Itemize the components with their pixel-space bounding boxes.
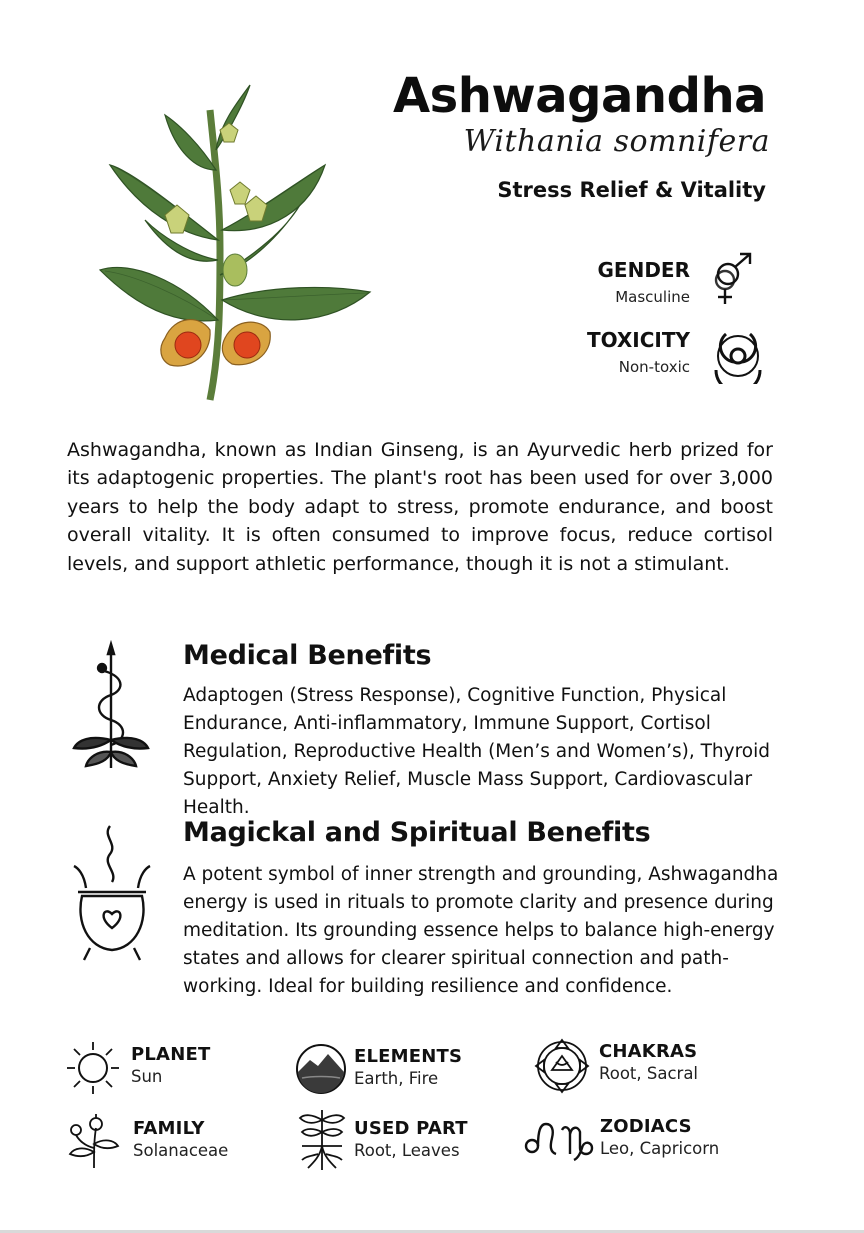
toxicity-label: TOXICITY <box>586 328 690 352</box>
planet-value: Sun <box>131 1067 163 1086</box>
plant-description: Ashwagandha, known as Indian Ginseng, is an Ayurvedic herb prized for its adaptogenic properties. The plant's root has been used for over 3,000 years to help the body adapt to stress, promote endurance, and boost overall vitality. It is often consumed to improve focus, reduce cortisol levels, and support athletic performance, though it is not a stimulant. <box>67 439 773 575</box>
family-label: FAMILY <box>133 1118 205 1139</box>
chakras-property <box>599 1041 698 1083</box>
zodiacs-property <box>600 1116 719 1158</box>
gender-label: GENDER <box>597 258 690 282</box>
medical-benefits-body: Adaptogen (Stress Response), Cognitive Function, Physical Endurance, Anti-inflammatory, Immune Support, Cortisol Regulation, Reproductive Health (Men’s and Women’s), Thyroid Support, Anxiety Relief, Muscle Mass Support, Cardiovascular Health. <box>183 685 770 818</box>
latin-name: Withania somnifera <box>463 124 770 159</box>
magickal-benefits-body: A potent symbol of inner strength and grounding, Ashwagandha energy is used in rituals to promote clarity and presence during meditation. Its grounding essence helps to balance high-energy states and allows for clearer spiritual connection and path-working. Ideal for building resilience and confidence. <box>183 864 779 997</box>
caduceus-icon <box>70 640 152 775</box>
zodiac-icon <box>524 1118 596 1162</box>
earth-fire-icon <box>294 1042 348 1096</box>
toxicity-value: Non-toxic <box>618 358 690 376</box>
gender-icon <box>704 250 760 306</box>
tagline: Stress Relief & Vitality <box>497 178 766 202</box>
elements-property <box>354 1046 462 1088</box>
used-part-value: Root, Leaves <box>354 1141 460 1160</box>
elements-value: Earth, Fire <box>354 1069 439 1088</box>
chakra-icon <box>532 1036 592 1096</box>
zodiacs-label: ZODIACS <box>600 1116 692 1137</box>
toxicity-attribute <box>587 328 690 376</box>
family-value: Solanaceae <box>133 1141 229 1160</box>
planet-property <box>131 1044 210 1086</box>
flower-icon <box>66 1112 122 1170</box>
medical-benefits-title: Medical Benefits <box>183 640 432 671</box>
cauldron-icon <box>72 822 152 964</box>
zodiacs-value: Leo, Capricorn <box>600 1139 720 1158</box>
planet-label: PLANET <box>131 1044 211 1065</box>
gender-attribute <box>598 258 690 306</box>
plant-root-icon <box>296 1106 348 1172</box>
gender-value: Masculine <box>615 288 690 306</box>
plant-title: Ashwagandha <box>393 68 766 124</box>
magickal-benefits-title: Magickal and Spiritual Benefits <box>183 817 651 848</box>
elements-label: ELEMENTS <box>354 1046 463 1067</box>
chakras-label: CHAKRAS <box>599 1041 698 1062</box>
used-part-label: USED PART <box>354 1118 468 1139</box>
used-part-property <box>354 1118 468 1160</box>
ashwagandha-illustration <box>70 70 390 415</box>
chakras-value: Root, Sacral <box>599 1064 699 1083</box>
biohazard-icon <box>706 322 770 384</box>
sun-icon <box>65 1040 121 1096</box>
family-property <box>133 1118 228 1160</box>
